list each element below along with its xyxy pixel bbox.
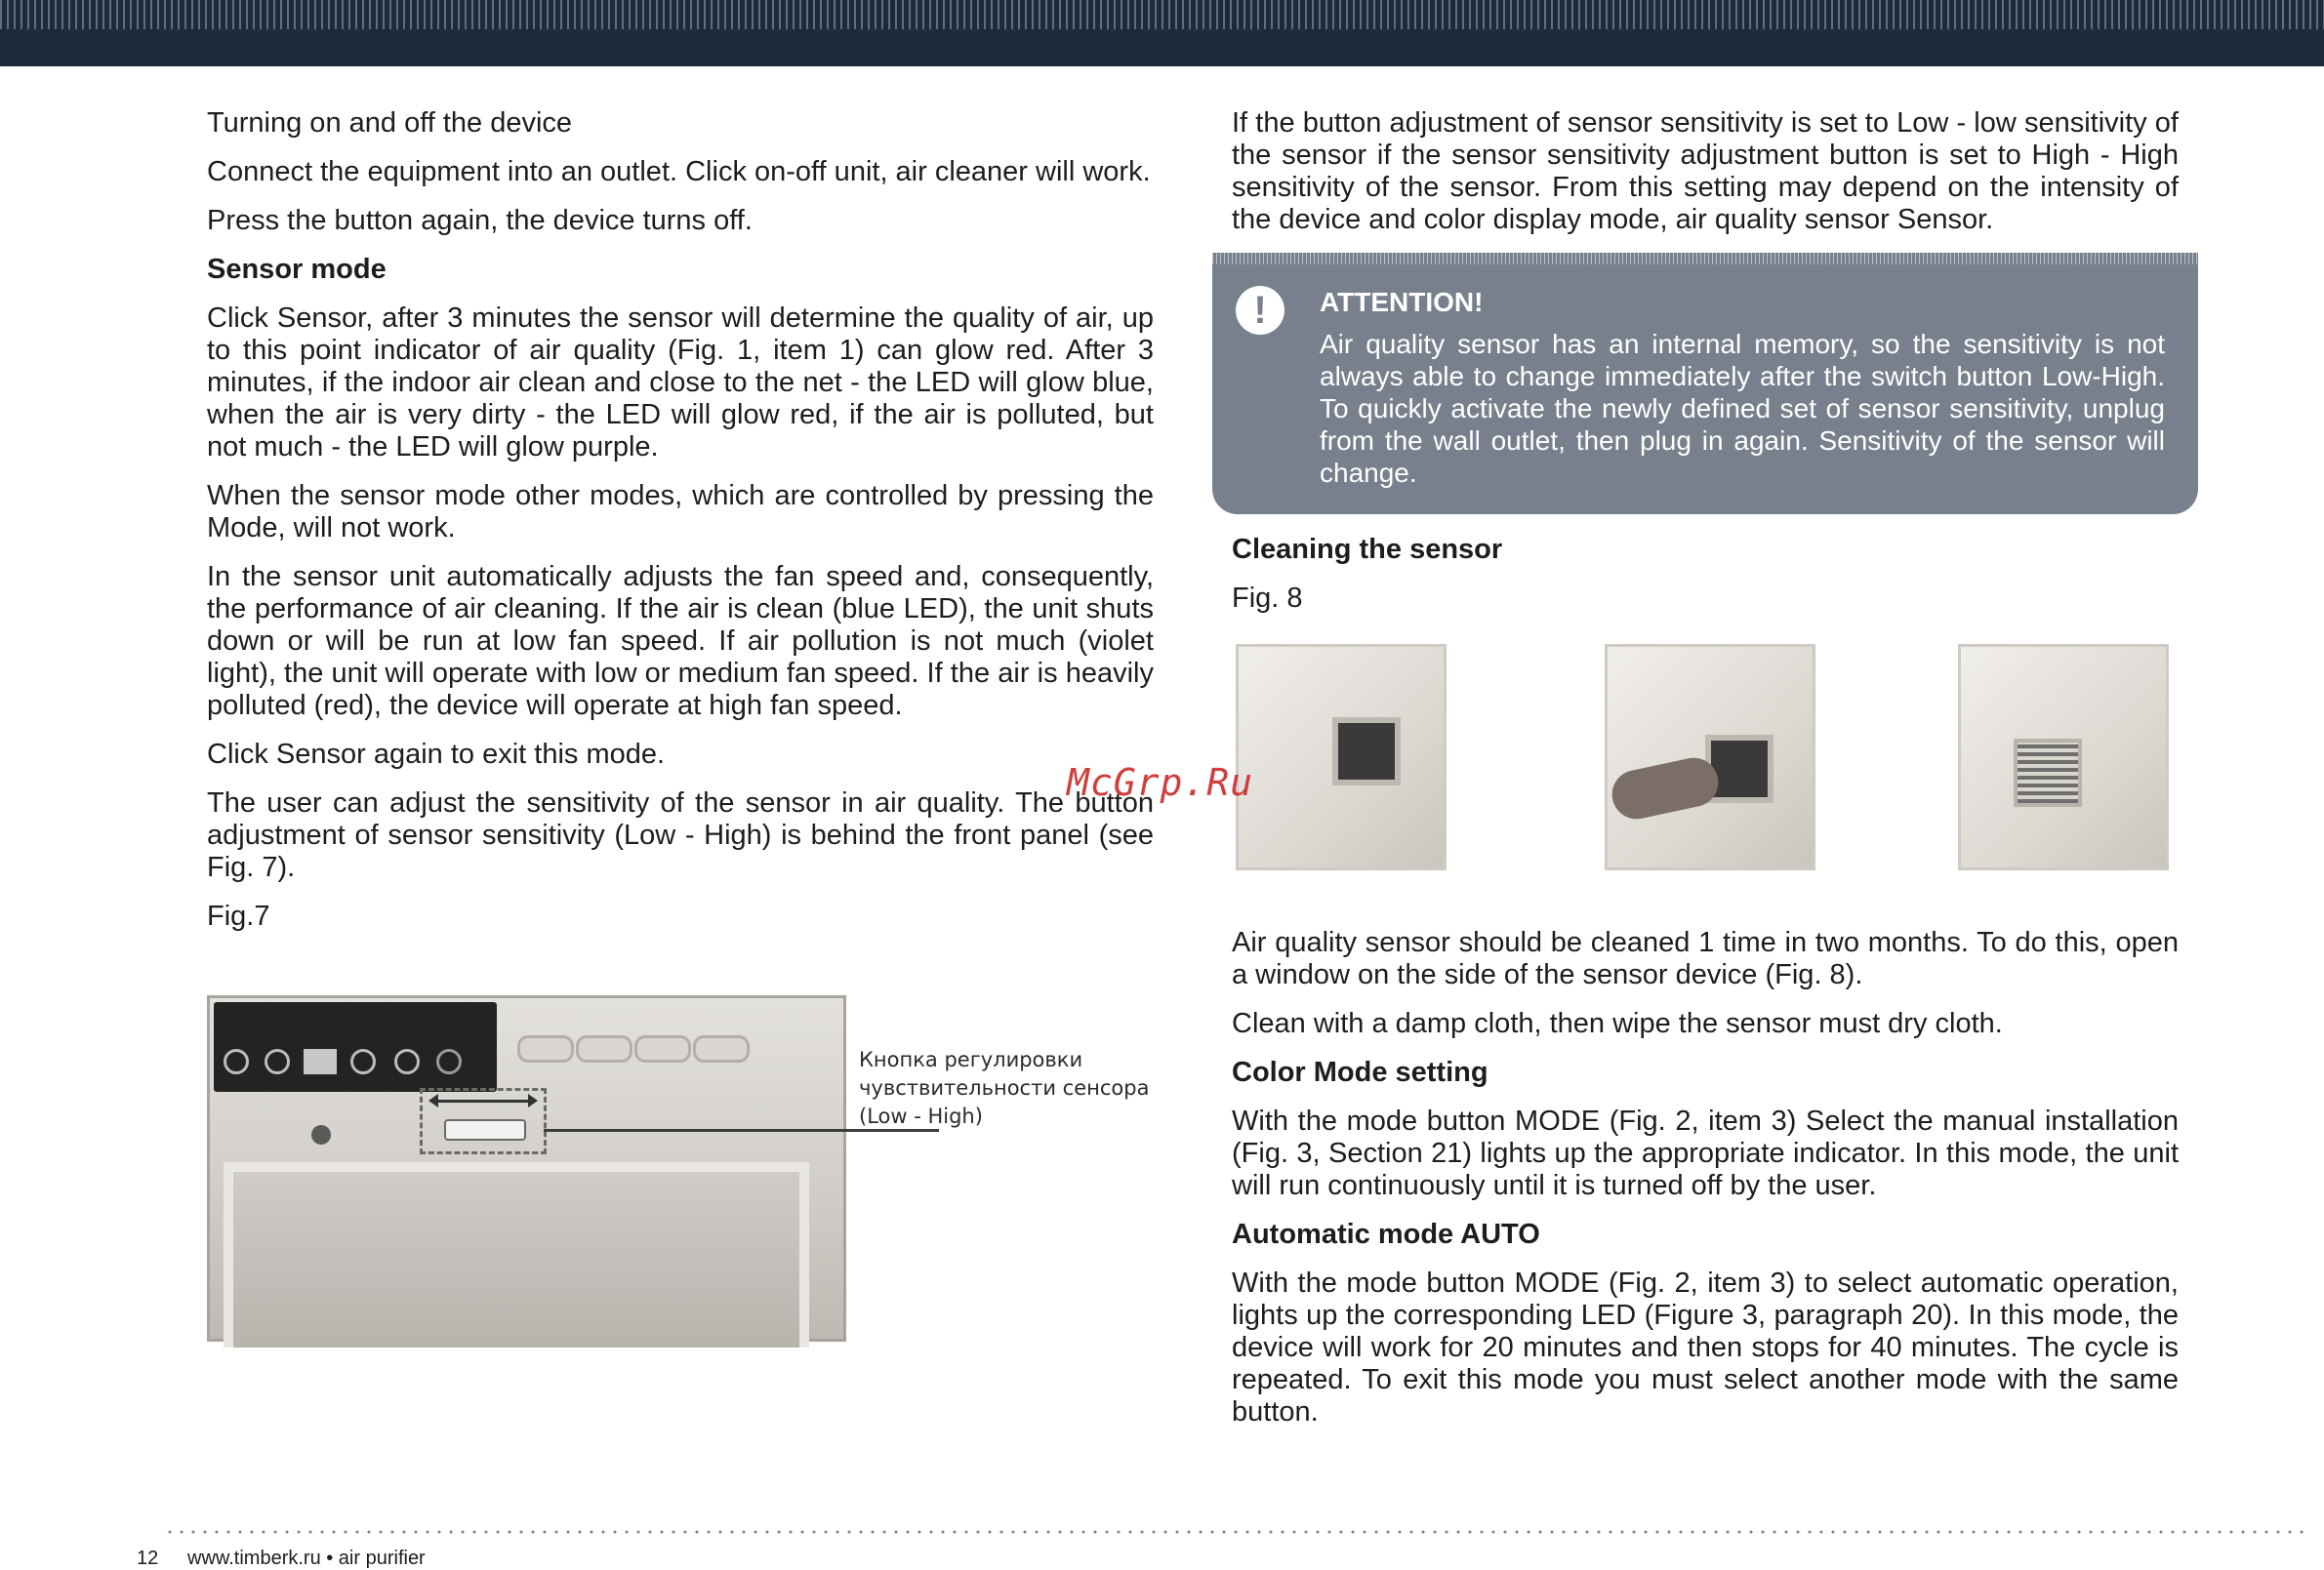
section-heading-color-mode: Color Mode setting bbox=[1232, 1057, 1488, 1088]
sensor-window-photo bbox=[1236, 644, 1447, 870]
paragraph: If the button adjustment of sensor sensitivity is set to Low - low sensitivity of the sensor if the sensor sensitivity adjustment button is set to High - High sensitivity of the sensor. From this setting may depend on the intensity of the device and color display mode, air quality sensor Sensor. bbox=[1232, 107, 2179, 235]
display-led-icon bbox=[224, 1049, 249, 1074]
device-front-panel-image bbox=[207, 995, 846, 1342]
paragraph: Turning on and off the device bbox=[207, 107, 573, 139]
panel-button bbox=[517, 1035, 574, 1063]
figure-7-caption: Кнопка регулировки чувствительности сенсора (Low - High) bbox=[859, 1048, 1150, 1128]
paragraph: In the sensor unit automatically adjusts the fan speed and, consequently, the performance of air cleaning. If the air is clean (blue LED), the unit shuts down or will be run at low fan speed. If air pollution is not much (violet light), the unit will operate with low or medium fan speed. If the air is heavily polluted (red), the device will operate at high fan speed. bbox=[207, 561, 1154, 721]
header-bar bbox=[0, 0, 2324, 66]
footer-site-link[interactable]: www.timberk.ru • air purifier bbox=[187, 1548, 426, 1569]
left-column bbox=[207, 107, 1154, 949]
attention-box bbox=[1212, 253, 2198, 514]
paragraph: Connect the equipment into an outlet. Click on-off unit, air cleaner will work. bbox=[207, 156, 1151, 187]
panel-button bbox=[576, 1035, 632, 1063]
page-number: 12 bbox=[137, 1548, 159, 1569]
header-tick-pattern bbox=[0, 0, 2324, 29]
panel-knob bbox=[311, 1125, 331, 1145]
panel-button bbox=[693, 1035, 750, 1063]
sensor-closed-photo bbox=[1958, 644, 2169, 870]
warning-icon: ! bbox=[1236, 286, 1284, 335]
display-led-icon bbox=[394, 1049, 420, 1074]
panel-button bbox=[634, 1035, 691, 1063]
display-indicator bbox=[304, 1049, 337, 1074]
section-heading-cleaning: Cleaning the sensor bbox=[1232, 534, 1503, 565]
paragraph: Press the button again, the device turns off. bbox=[207, 205, 753, 236]
display-led-icon bbox=[265, 1049, 290, 1074]
watermark: McGrp.Ru bbox=[1067, 761, 1254, 804]
paragraph: With the mode button MODE (Fig. 2, item 3) to select automatic operation, lights up the corresponding LED (Figure 3, paragraph 20). In this mode, the device will work for 20 minutes and then stops for 40 minutes. The cycle is repeated. To exit this mode you must select another mode with the same button. bbox=[1232, 1268, 2179, 1428]
figure-label-fig7: Fig.7 bbox=[207, 901, 270, 932]
paragraph: Clean with a damp cloth, then wipe the sensor must dry cloth. bbox=[1232, 1008, 2003, 1039]
sensor-grille bbox=[2014, 739, 2082, 807]
sensor-window bbox=[1332, 717, 1401, 785]
attention-title: ATTENTION! bbox=[1320, 287, 1484, 317]
hand-image bbox=[1608, 753, 1723, 824]
paragraph: Click Sensor, after 3 minutes the sensor will determine the quality of air, up to this point indicator of air quality (Fig. 1, item 1) can glow red. After 3 minutes, if the indoor air clean and close to the net - the LED will glow blue, when the air is very dirty - the LED will glow red, if the air is polluted, but not much - the LED will glow purple. bbox=[207, 302, 1154, 463]
display-led-icon bbox=[436, 1049, 462, 1074]
display-led-icon bbox=[350, 1049, 376, 1074]
figure-label-fig8: Fig. 8 bbox=[1232, 583, 1303, 614]
double-arrow-icon bbox=[436, 1100, 530, 1103]
footer-divider bbox=[164, 1530, 2311, 1534]
paragraph: With the mode button MODE (Fig. 2, item 3) Select the manual installation (Fig. 3, Section 21) lights up the appropriate indicator. In this mode, the unit will run continuously until it is turned off by the user. bbox=[1232, 1106, 2179, 1201]
figure-8-photos bbox=[1232, 644, 2179, 878]
control-display bbox=[214, 1002, 497, 1092]
section-heading-auto-mode: Automatic mode AUTO bbox=[1232, 1219, 1540, 1250]
attention-dot-pattern bbox=[1212, 253, 2198, 264]
attention-body: Air quality sensor has an internal memory, so the sensitivity is not always able to change immediately after the switch button Low-High. To quickly activate the newly defined set of sensor sensitivity, unplug from the wall outlet, then plug in again. Sensitivity of the sensor will change. bbox=[1320, 329, 2165, 488]
panel-recess bbox=[224, 1162, 809, 1348]
sensor-opening-photo bbox=[1605, 644, 1815, 870]
sensitivity-switch bbox=[444, 1119, 526, 1141]
section-heading-sensor-mode: Sensor mode bbox=[207, 254, 387, 285]
figure-7-panel-photo bbox=[207, 995, 1150, 1347]
paragraph: The user can adjust the sensitivity of the sensor in air quality. The button adjustment of sensor sensitivity (Low - High) is behind the front panel (see Fig. 7). bbox=[207, 787, 1154, 883]
paragraph: When the sensor mode other modes, which are controlled by pressing the Mode, will not work. bbox=[207, 480, 1154, 543]
right-column bbox=[1232, 107, 2179, 1445]
paragraph: Click Sensor again to exit this mode. bbox=[207, 739, 666, 770]
paragraph: Air quality sensor should be cleaned 1 time in two months. To do this, open a window on the side of the sensor device (Fig. 8). bbox=[1232, 927, 2179, 990]
